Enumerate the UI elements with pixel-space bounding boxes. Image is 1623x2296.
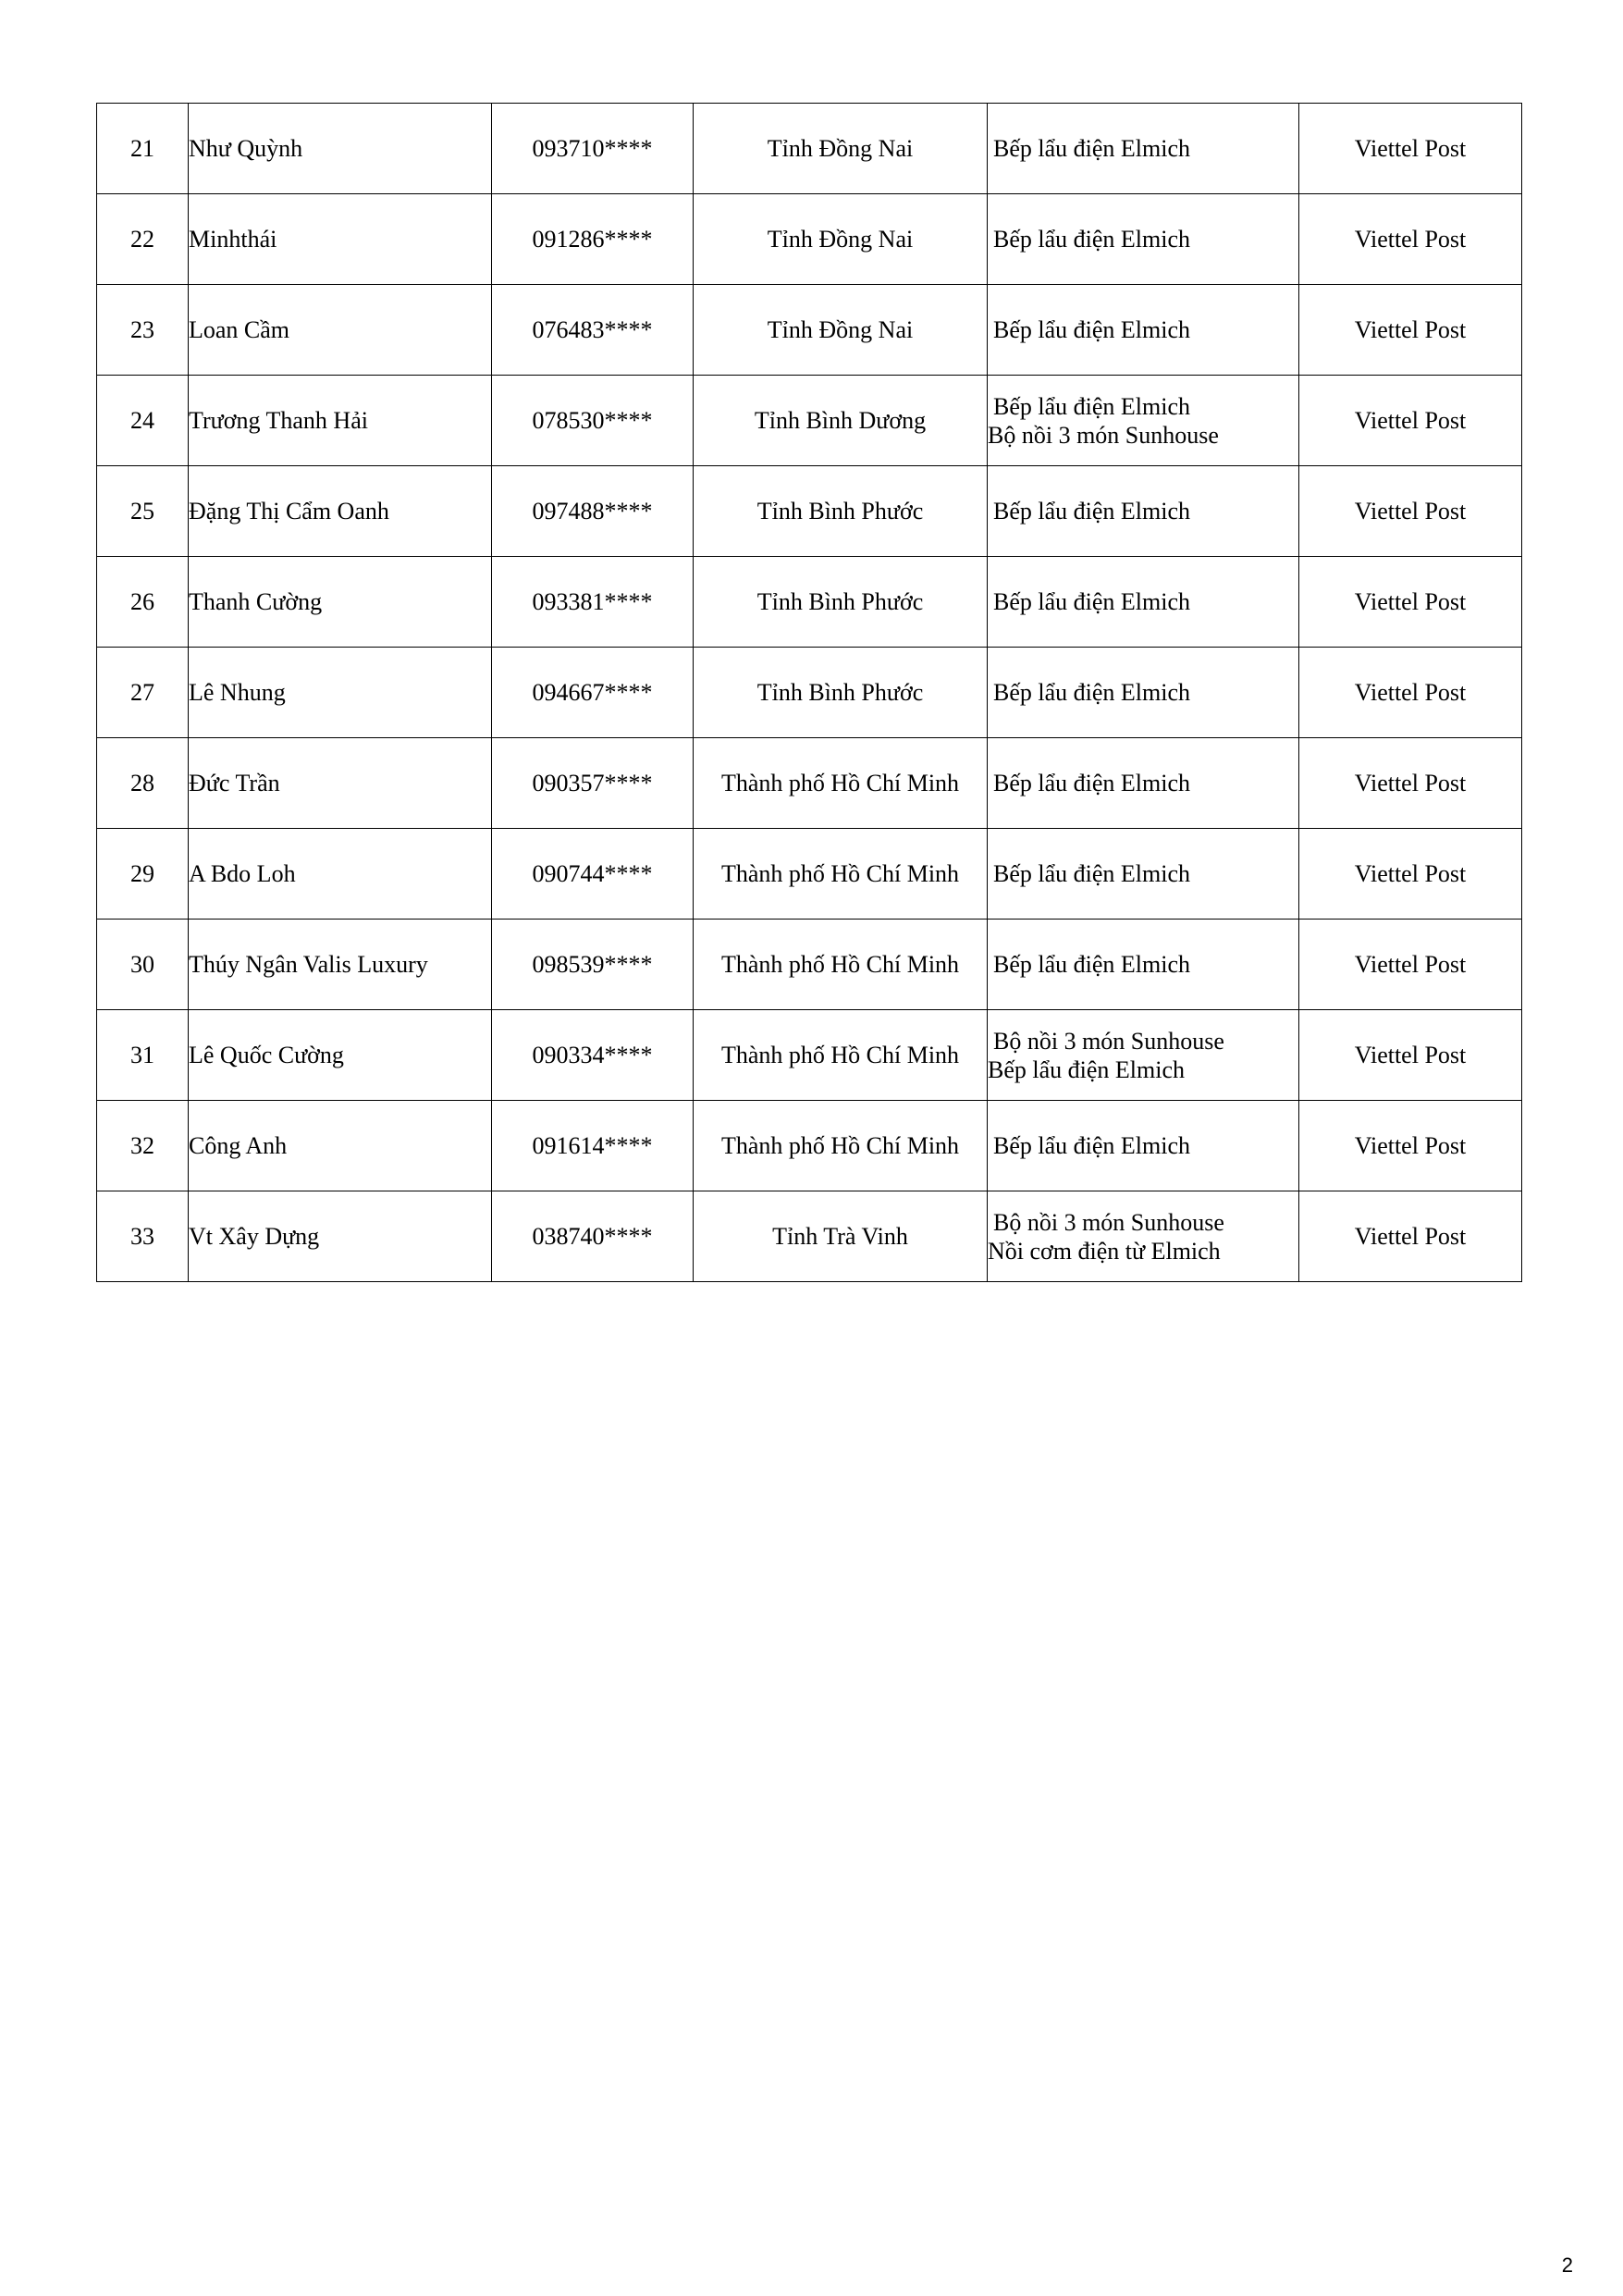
table-row [97, 194, 1522, 285]
table-row [97, 104, 1522, 194]
phone-number-cell: 094667**** [492, 648, 694, 738]
winners-table [96, 103, 1522, 1282]
row-number-cell: 31 [97, 1010, 189, 1101]
phone-number-cell: 097488**** [492, 466, 694, 557]
province-cell: Thành phố Hồ Chí Minh [694, 1010, 988, 1101]
row-number-cell: 25 [97, 466, 189, 557]
gift-item: Nồi cơm điện từ Elmich [988, 1237, 1221, 1265]
phone-number-cell: 098539**** [492, 920, 694, 1010]
row-number-cell: 28 [97, 738, 189, 829]
row-number-cell: 32 [97, 1101, 189, 1191]
customer-name-cell: Đức Trần [189, 738, 492, 829]
shipping-cell: Viettel Post [1299, 1101, 1522, 1191]
province-cell: Tỉnh Đồng Nai [694, 285, 988, 376]
row-number-cell: 33 [97, 1191, 189, 1282]
province-cell: Tỉnh Bình Phước [694, 557, 988, 648]
customer-name-cell: Thanh Cường [189, 557, 492, 648]
gift-item: Bếp lẩu điện Elmich [993, 679, 1191, 706]
gift-cell [988, 920, 1299, 1010]
province-cell: Tỉnh Đồng Nai [694, 194, 988, 285]
gift-item: Bếp lẩu điện Elmich [993, 392, 1191, 420]
province-cell: Tỉnh Đồng Nai [694, 104, 988, 194]
phone-number-cell: 090744**** [492, 829, 694, 920]
gift-cell [988, 285, 1299, 376]
row-number-cell: 21 [97, 104, 189, 194]
gift-cell [988, 466, 1299, 557]
shipping-cell: Viettel Post [1299, 466, 1522, 557]
gift-cell [988, 104, 1299, 194]
table-row [97, 557, 1522, 648]
row-number-cell: 26 [97, 557, 189, 648]
table-row [97, 738, 1522, 829]
gift-item: Bộ nồi 3 món Sunhouse [988, 421, 1219, 449]
gift-item: Bếp lẩu điện Elmich [993, 316, 1191, 343]
phone-number-cell: 093710**** [492, 104, 694, 194]
gift-cell [988, 376, 1299, 466]
shipping-cell: Viettel Post [1299, 648, 1522, 738]
gift-item: Bếp lẩu điện Elmich [993, 498, 1191, 525]
gift-item: Bếp lẩu điện Elmich [988, 1055, 1186, 1083]
table-row [97, 285, 1522, 376]
gift-cell [988, 738, 1299, 829]
customer-name-cell: A Bdo Loh [189, 829, 492, 920]
row-number-cell: 22 [97, 194, 189, 285]
customer-name-cell: Đặng Thị Cẩm Oanh [189, 466, 492, 557]
winners-table-body [97, 104, 1522, 1282]
gift-item: Bếp lẩu điện Elmich [993, 860, 1191, 887]
customer-name-cell: Công Anh [189, 1101, 492, 1191]
gift-item: Bộ nồi 3 món Sunhouse [993, 1027, 1224, 1055]
phone-number-cell: 078530**** [492, 376, 694, 466]
shipping-cell: Viettel Post [1299, 1010, 1522, 1101]
table-row [97, 1101, 1522, 1191]
province-cell: Tỉnh Bình Phước [694, 648, 988, 738]
shipping-cell: Viettel Post [1299, 920, 1522, 1010]
province-cell: Tỉnh Trà Vinh [694, 1191, 988, 1282]
phone-number-cell: 090334**** [492, 1010, 694, 1101]
gift-cell [988, 829, 1299, 920]
table-row [97, 648, 1522, 738]
customer-name-cell: Lê Nhung [189, 648, 492, 738]
shipping-cell: Viettel Post [1299, 738, 1522, 829]
customer-name-cell: Minhthái [189, 194, 492, 285]
customer-name-cell: Thúy Ngân Valis Luxury [189, 920, 492, 1010]
gift-cell [988, 557, 1299, 648]
province-cell: Thành phố Hồ Chí Minh [694, 1101, 988, 1191]
table-row [97, 1010, 1522, 1101]
shipping-cell: Viettel Post [1299, 376, 1522, 466]
gift-cell [988, 194, 1299, 285]
table-row [97, 920, 1522, 1010]
page-number: 2 [1561, 2253, 1573, 2277]
province-cell: Thành phố Hồ Chí Minh [694, 920, 988, 1010]
shipping-cell: Viettel Post [1299, 557, 1522, 648]
phone-number-cell: 091614**** [492, 1101, 694, 1191]
phone-number-cell: 090357**** [492, 738, 694, 829]
gift-cell [988, 648, 1299, 738]
gift-cell [988, 1010, 1299, 1101]
table-row [97, 376, 1522, 466]
table-row [97, 829, 1522, 920]
gift-item: Bếp lẩu điện Elmich [993, 135, 1191, 162]
table-row [97, 1191, 1522, 1282]
gift-item: Bếp lẩu điện Elmich [993, 226, 1191, 253]
row-number-cell: 30 [97, 920, 189, 1010]
gift-cell [988, 1101, 1299, 1191]
shipping-cell: Viettel Post [1299, 104, 1522, 194]
province-cell: Tỉnh Bình Dương [694, 376, 988, 466]
shipping-cell: Viettel Post [1299, 829, 1522, 920]
province-cell: Thành phố Hồ Chí Minh [694, 738, 988, 829]
customer-name-cell: Loan Cầm [189, 285, 492, 376]
row-number-cell: 24 [97, 376, 189, 466]
province-cell: Thành phố Hồ Chí Minh [694, 829, 988, 920]
customer-name-cell: Lê Quốc Cường [189, 1010, 492, 1101]
gift-item: Bếp lẩu điện Elmich [993, 588, 1191, 615]
row-number-cell: 29 [97, 829, 189, 920]
table-row [97, 466, 1522, 557]
shipping-cell: Viettel Post [1299, 1191, 1522, 1282]
province-cell: Tỉnh Bình Phước [694, 466, 988, 557]
row-number-cell: 27 [97, 648, 189, 738]
phone-number-cell: 076483**** [492, 285, 694, 376]
phone-number-cell: 038740**** [492, 1191, 694, 1282]
customer-name-cell: Vt Xây Dựng [189, 1191, 492, 1282]
gift-cell [988, 1191, 1299, 1282]
customer-name-cell: Như Quỳnh [189, 104, 492, 194]
shipping-cell: Viettel Post [1299, 194, 1522, 285]
gift-item: Bộ nồi 3 món Sunhouse [993, 1208, 1224, 1236]
shipping-cell: Viettel Post [1299, 285, 1522, 376]
gift-item: Bếp lẩu điện Elmich [993, 1132, 1191, 1159]
row-number-cell: 23 [97, 285, 189, 376]
gift-item: Bếp lẩu điện Elmich [993, 770, 1191, 796]
customer-name-cell: Trương Thanh Hải [189, 376, 492, 466]
phone-number-cell: 091286**** [492, 194, 694, 285]
phone-number-cell: 093381**** [492, 557, 694, 648]
gift-item: Bếp lẩu điện Elmich [993, 951, 1191, 978]
